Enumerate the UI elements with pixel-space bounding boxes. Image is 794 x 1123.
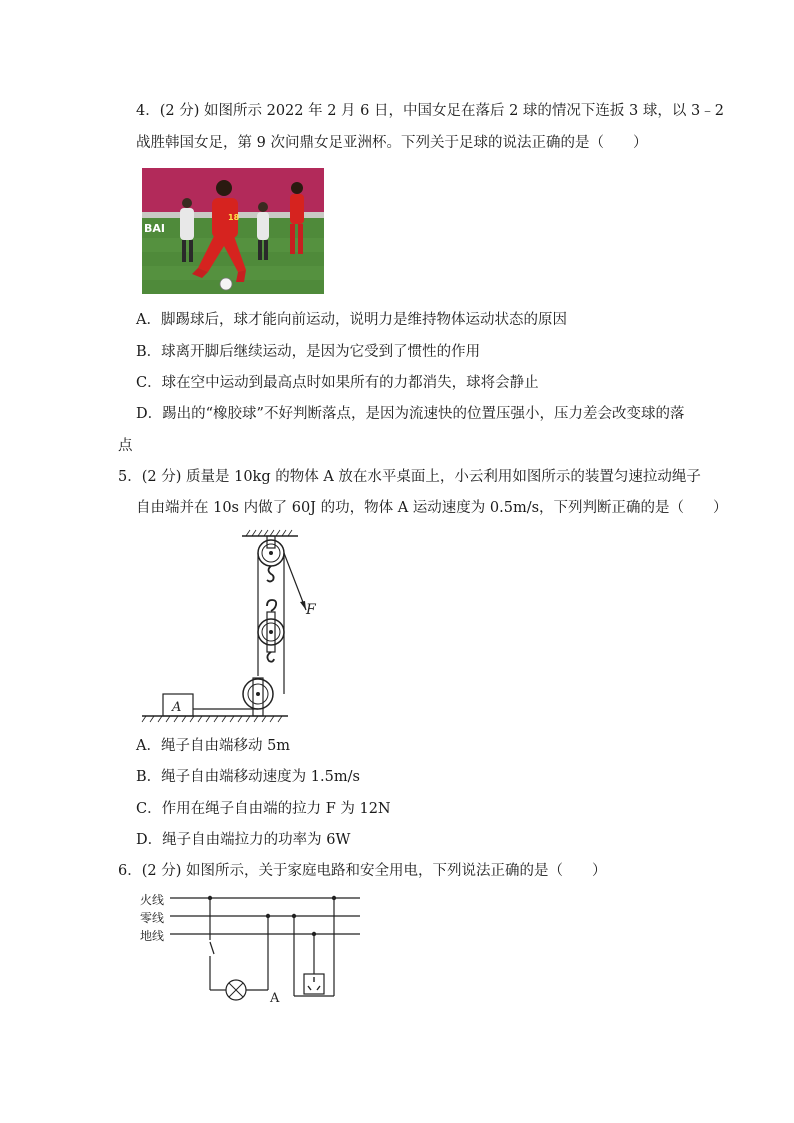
q4-option-c: C．球在空中运动到最高点时如果所有的力都消失，球将会静止 [136,375,539,391]
q5-option-b: B．绳子自由端移动速度为 1.5m/s [136,769,360,785]
switch-icon [210,942,214,954]
label-point-a: A [270,991,280,1006]
q6-circuit-diagram [138,890,368,1010]
q5-stem-line2: 自由端并在 10s 内做了 60J 的功，物体 A 运动速度为 0.5m/s，下列判断正确的是（ ） [136,500,728,516]
q4-option-d: D．踢出的“橡胶球”不好判断落点，是因为流速快的位置压强小，压力差会改变球的落 [136,406,685,422]
label-force: F [306,602,316,618]
q5-option-a: A．绳子自由端移动 5m [136,738,291,754]
q5-stem-line1: 5．(2 分) 质量是 10kg 的物体 A 放在水平桌面上，小云利用如图所示的装置匀速拉动绳子 [118,469,701,485]
hook-icon [267,652,274,662]
q5-option-d: D．绳子自由端拉力的功率为 6W [136,832,351,848]
photo-jersey-number: 18 [228,213,240,222]
q5-option-c: C．作用在绳子自由端的拉力 F 为 12N [136,801,391,817]
football-scene-icon [142,168,324,294]
q4-stem-line1: 4．(2 分) 如图所示 2022 年 2 月 6 日，中国女足在落后 2 球的情况下连扳 3 球，以 3﹣2 [136,103,724,119]
label-ground-wire: 地线 [140,929,165,943]
hook-icon [267,566,274,582]
hook-icon [267,600,276,611]
q4-option-b: B．球离开脚后继续运动，是因为它受到了惯性的作用 [136,344,481,360]
photo-board-text: BAI [144,222,165,235]
q4-option-d-wrap: 点 [118,438,133,454]
q4-stem-line2: 战胜韩国女足，第 9 次问鼎女足亚洲杯。下列关于足球的说法正确的是（ ） [136,135,648,151]
label-live-wire: 火线 [140,893,165,907]
label-neutral-wire: 零线 [140,911,165,925]
q4-football-photo [142,168,324,294]
q5-pulley-diagram [138,528,316,724]
q6-stem: 6．(2 分) 如图所示，关于家庭电路和安全用电，下列说法正确的是（ ） [118,863,607,879]
label-block: A [172,700,182,715]
q4-option-a: A．脚踢球后，球才能向前运动，说明力是维持物体运动状态的原因 [136,312,567,328]
